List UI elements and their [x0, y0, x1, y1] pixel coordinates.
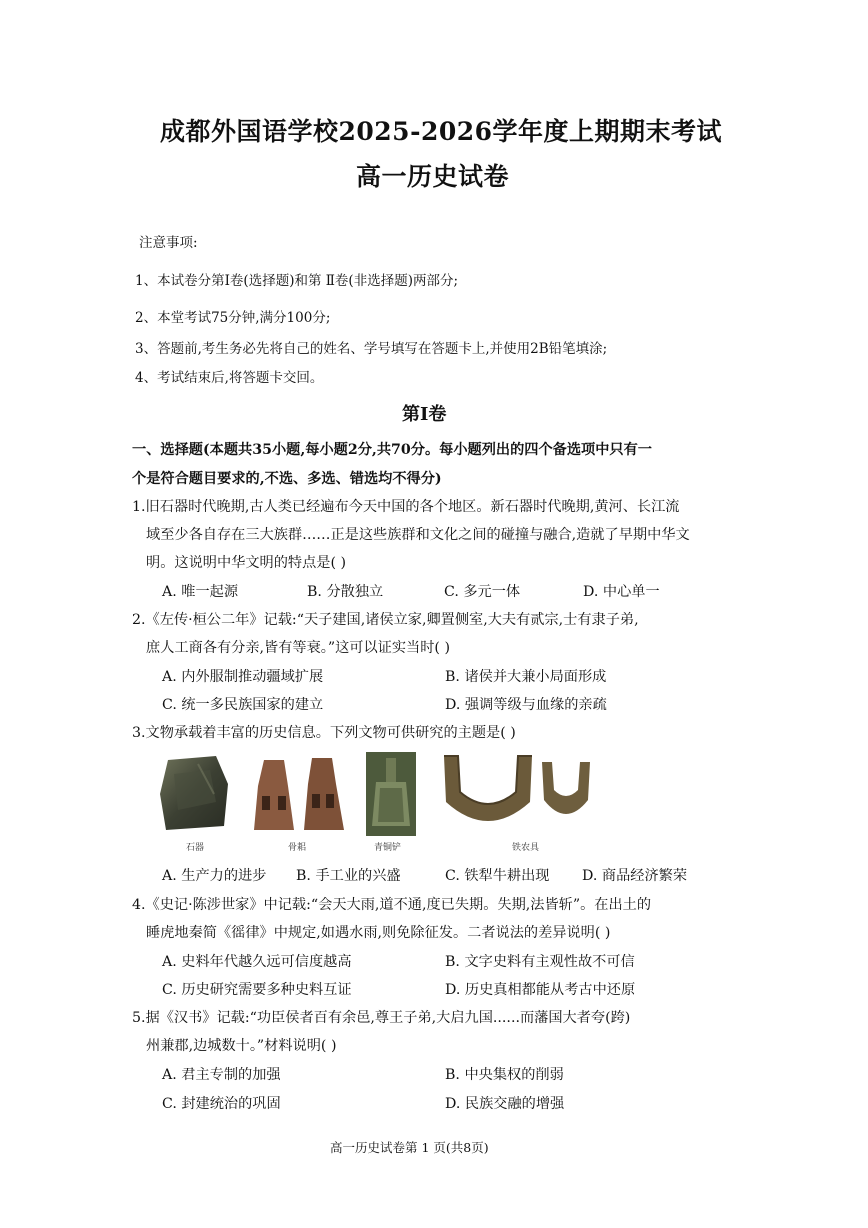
question-4-option-a[interactable]: A. 史料年代越久远可信度越高 — [162, 954, 352, 970]
question-5-option-d[interactable]: D. 民族交融的增强 — [445, 1096, 565, 1112]
exam-title: 成都外国语学校2025-2026学年度上期期末考试 — [160, 117, 723, 146]
question-4-option-b[interactable]: B. 文字史料有主观性故不可信 — [445, 954, 635, 970]
question-1-line: 1.旧石器时代晚期,古人类已经遍布今天中国的各个地区。新石器时代晚期,黄河、长江流 — [132, 499, 680, 515]
question-4-line: 4.《史记·陈涉世家》中记载:“会天大雨,道不通,度已失期。失期,法皆斩”。在出土的 — [132, 897, 652, 913]
question-2-line: 庶人工商各有分亲,皆有等衰。”这可以证实当时( ) — [146, 640, 450, 656]
question-2-line: 2.《左传·桓公二年》记载:“天子建国,诸侯立家,卿置侧室,大夫有贰宗,士有隶子弟, — [132, 612, 639, 628]
question-5-line: 州兼郡,边城数十。”材料说明( ) — [146, 1038, 337, 1054]
question-4-option-c[interactable]: C. 历史研究需要多种史料互证 — [162, 982, 352, 998]
question-3-option-d[interactable]: D. 商品经济繁荣 — [582, 868, 688, 884]
notice-item: 2、本堂考试75分钟,满分100分; — [135, 310, 331, 326]
question-3-option-b[interactable]: B. 手工业的兴盛 — [296, 868, 401, 884]
section-instruction: 一、选择题(本题共35小题,每小题2分,共70分。每小题列出的四个备选项中只有一 — [132, 442, 652, 458]
question-5-option-c[interactable]: C. 封建统治的巩固 — [162, 1096, 281, 1112]
artifact-caption: 骨耜 — [288, 843, 307, 853]
question-3-option-a[interactable]: A. 生产力的进步 — [162, 868, 267, 884]
question-2-option-b[interactable]: B. 诸侯并大兼小局面形成 — [445, 669, 607, 685]
page-footer: 高一历史试卷第 1 页(共8页) — [330, 1140, 489, 1155]
question-3-line: 3.文物承载着丰富的历史信息。下列文物可供研究的主题是( ) — [132, 725, 516, 741]
notice-heading: 注意事项: — [139, 235, 198, 251]
question-5-line: 5.据《汉书》记载:“功臣侯者百有余邑,尊王子弟,大启九国......而藩国大者夸(跨) — [132, 1010, 631, 1026]
iron-tools-image — [438, 752, 598, 832]
artifact-caption: 铁农具 — [512, 843, 540, 853]
stone-tool-image — [158, 754, 230, 834]
question-2-option-c[interactable]: C. 统一多民族国家的建立 — [162, 697, 324, 713]
question-5-option-b[interactable]: B. 中央集权的削弱 — [445, 1067, 564, 1083]
question-2-option-a[interactable]: A. 内外服制推动疆域扩展 — [162, 669, 324, 685]
section-title: 第Ⅰ卷 — [402, 404, 447, 425]
question-1-line: 域至少各自存在三大族群……正是这些族群和文化之间的碰撞与融合,造就了早期中华文 — [146, 527, 690, 543]
bone-spade-image — [250, 756, 350, 836]
question-1-option-d[interactable]: D. 中心单一 — [583, 584, 660, 600]
question-2-option-d[interactable]: D. 强调等级与血缘的亲疏 — [445, 697, 607, 713]
notice-item: 1、本试卷分第Ⅰ卷(选择题)和第 Ⅱ卷(非选择题)两部分; — [135, 273, 459, 289]
question-5-option-a[interactable]: A. 君主专制的加强 — [162, 1067, 281, 1083]
notice-item: 4、考试结束后,将答题卡交回。 — [135, 370, 324, 386]
question-1-option-a[interactable]: A. 唯一起源 — [162, 584, 239, 600]
question-3-option-c[interactable]: C. 铁犁牛耕出现 — [445, 868, 550, 884]
question-1-option-c[interactable]: C. 多元一体 — [444, 584, 521, 600]
notice-item: 3、答题前,考生务必先将自己的姓名、学号填写在答题卡上,并使用2B铅笔填涂; — [135, 341, 608, 357]
bronze-shovel-image — [366, 752, 416, 836]
question-4-line: 睡虎地秦简《徭律》中规定,如遇水雨,则免除征发。二者说法的差异说明( ) — [146, 925, 611, 941]
section-instruction: 个是符合题目要求的,不选、多选、错选均不得分) — [132, 471, 442, 487]
question-1-option-b[interactable]: B. 分散独立 — [307, 584, 384, 600]
artifact-caption: 石器 — [186, 843, 205, 853]
exam-subtitle: 高一历史试卷 — [356, 162, 510, 191]
question-1-line: 明。这说明中华文明的特点是( ) — [146, 555, 347, 571]
artifact-caption: 青铜铲 — [374, 843, 402, 853]
question-4-option-d[interactable]: D. 历史真相都能从考古中还原 — [445, 982, 636, 998]
